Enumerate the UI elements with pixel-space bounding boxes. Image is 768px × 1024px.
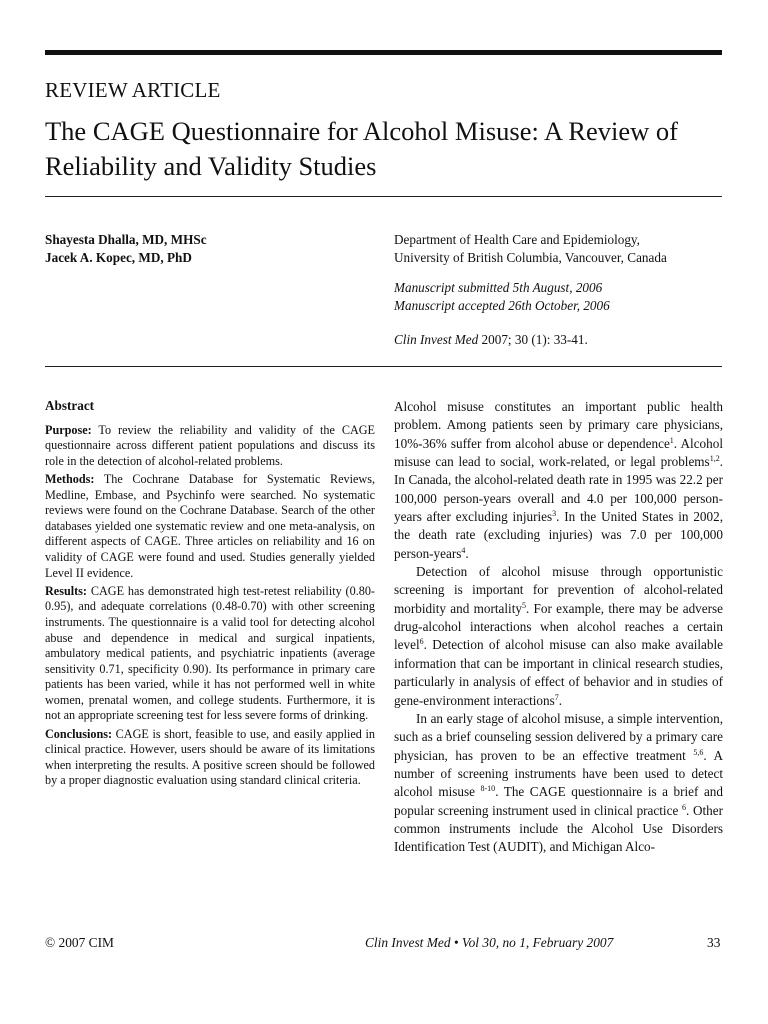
reference-marker: 3: [552, 509, 557, 519]
purpose-label: Purpose:: [45, 422, 92, 437]
body-paragraph: [394, 563, 723, 710]
text-span: .: [558, 692, 563, 708]
abstract-conclusions: [45, 727, 375, 789]
reference-marker: 1: [669, 435, 674, 445]
article-page: [45, 0, 722, 1024]
abstract-methods: [45, 472, 375, 581]
results-text: CAGE has demonstrated high test-retest reliability (0.80-0.95), and adequate correlations (0.48-0.70) with other screening instruments. The questionnaire is a valid tool for detecting alcohol abuse and dependence in medical and surgical inpatients, ambulatory medical patients, and psychiatric inpatients (average sensitivity 0.71, specificity 0.90). Its performance in primary care patients has been varied, while it has not performed well in white women, prenatal women, and college students. Furthermore, it is not an appropriate screening test for less severe forms of drinking.: [45, 583, 375, 723]
reference-marker: 5: [521, 600, 526, 610]
reference-marker: 7: [554, 692, 559, 702]
citation-journal: Clin Invest Med: [394, 332, 479, 347]
reference-marker: 4: [461, 545, 466, 555]
submitted-date: Manuscript submitted 5th August, 2006: [394, 280, 603, 295]
text-span: . A number of screening instruments have been used to detect alcohol misuse: [394, 747, 723, 800]
body-paragraph: [394, 710, 723, 857]
copyright: © 2007 CIM: [45, 935, 114, 950]
abstract-results: [45, 584, 375, 724]
text-span: . For example, there may be adverse drug-alcohol interactions when alcohol reaches a certain level: [394, 600, 723, 653]
conclusions-label: Conclusions:: [45, 726, 113, 741]
reference-marker: 1,2: [709, 454, 720, 464]
manuscript-dates: [394, 279, 610, 314]
title-divider: [45, 196, 722, 197]
methods-text: The Cochrane Database for Systematic Reviews, Medline, Embase, and Psychinfo were searched. No systematic reviews were found on the Cochrane Database. Search of the other databases yielded one systematic review and one meta-analysis, on different aspects of CAGE. Three articles on reliability and 16 on validity of CAGE were found and used. Studies generally yielded Level II evidence.: [45, 471, 375, 580]
author-name: Shayesta Dhalla, MD, MHSc: [45, 232, 207, 247]
author-list: [45, 231, 207, 267]
body-paragraph: [394, 398, 723, 563]
page-number: 33: [707, 935, 721, 950]
text-span: . Alcohol misuse can lead to social, work-related, or legal problems: [394, 435, 723, 470]
citation: [394, 331, 588, 348]
text-span: . In the United States in 2002, the death rate (excluding injuries) was 7.0 per 100,000 person-years: [394, 509, 723, 561]
text-span: In an early stage of alcohol misuse, a simple intervention, such as a brief counseling session delivered by a primary care physician, has proven to be an effective treatment: [394, 710, 723, 763]
abstract: [45, 398, 375, 792]
results-label: Results:: [45, 583, 87, 598]
purpose-text: To review the reliability and validity of the CAGE questionnaire across different patient populations and discuss its role in the detection of alcohol-related problems.: [45, 422, 375, 468]
top-rule: [45, 50, 722, 55]
article-title: The CAGE Questionnaire for Alcohol Misuse: A Review of Reliability and Validity Studies: [45, 116, 678, 181]
text-span: Detection of alcohol misuse through opportunistic screening is important for prevention of alcohol-related morbidity and mortality: [394, 564, 723, 616]
author-name: Jacek A. Kopec, MD, PhD: [45, 250, 192, 265]
section-label: REVIEW ARTICLE: [45, 78, 221, 102]
affiliation-line: Department of Health Care and Epidemiology,: [394, 232, 640, 247]
affiliation: [394, 231, 724, 267]
reference-marker: 6: [419, 637, 424, 647]
conclusions-text: CAGE is short, feasible to use, and easily applied in clinical practice. However, users should be aware of its limitations when interpreting the results. A positive screen should be followed by a proper diagnostic evaluation using standard clinical criteria.: [45, 726, 375, 788]
reference-marker: 6: [681, 802, 686, 812]
reference-marker: 8-10: [480, 784, 496, 794]
text-span: . Other common instruments include the Alcohol Use Disorders Identification Test (AUDIT), and Michigan Alco-: [394, 802, 723, 855]
citation-details: 2007; 30 (1): 33-41.: [478, 332, 588, 347]
text-span: .: [465, 545, 469, 561]
text-span: . Detection of alcohol misuse can also make available information that can be important in clinical research studies, particularly in analysis of effect of behavior and in studies of gene-environment interactions: [394, 637, 723, 708]
abstract-purpose: [45, 423, 375, 470]
accepted-date: Manuscript accepted 26th October, 2006: [394, 297, 610, 313]
text-span: . The CAGE questionnaire is a brief and popular screening instrument used in clinical practice: [394, 784, 723, 818]
text-span: Alcohol misuse constitutes an important public health problem. Among patients seen by primary care physicians, 10%-36% suffer from alcohol abuse or dependence: [394, 399, 723, 451]
methods-label: Methods:: [45, 471, 95, 486]
affiliation-line: University of British Columbia, Vancouver, Canada: [394, 250, 667, 265]
body-text: [394, 398, 723, 857]
abstract-heading: Abstract: [45, 398, 95, 413]
header-divider: [45, 366, 722, 367]
text-span: . In Canada, the alcohol-related death rate in 1995 was 22.2 per 100,000 person-years overall and 4.0 per 100,000 person-years after excluding injuries: [394, 454, 723, 525]
running-footer: Clin Invest Med • Vol 30, no 1, February 2007: [365, 935, 614, 950]
reference-marker: 5,6: [693, 747, 704, 757]
